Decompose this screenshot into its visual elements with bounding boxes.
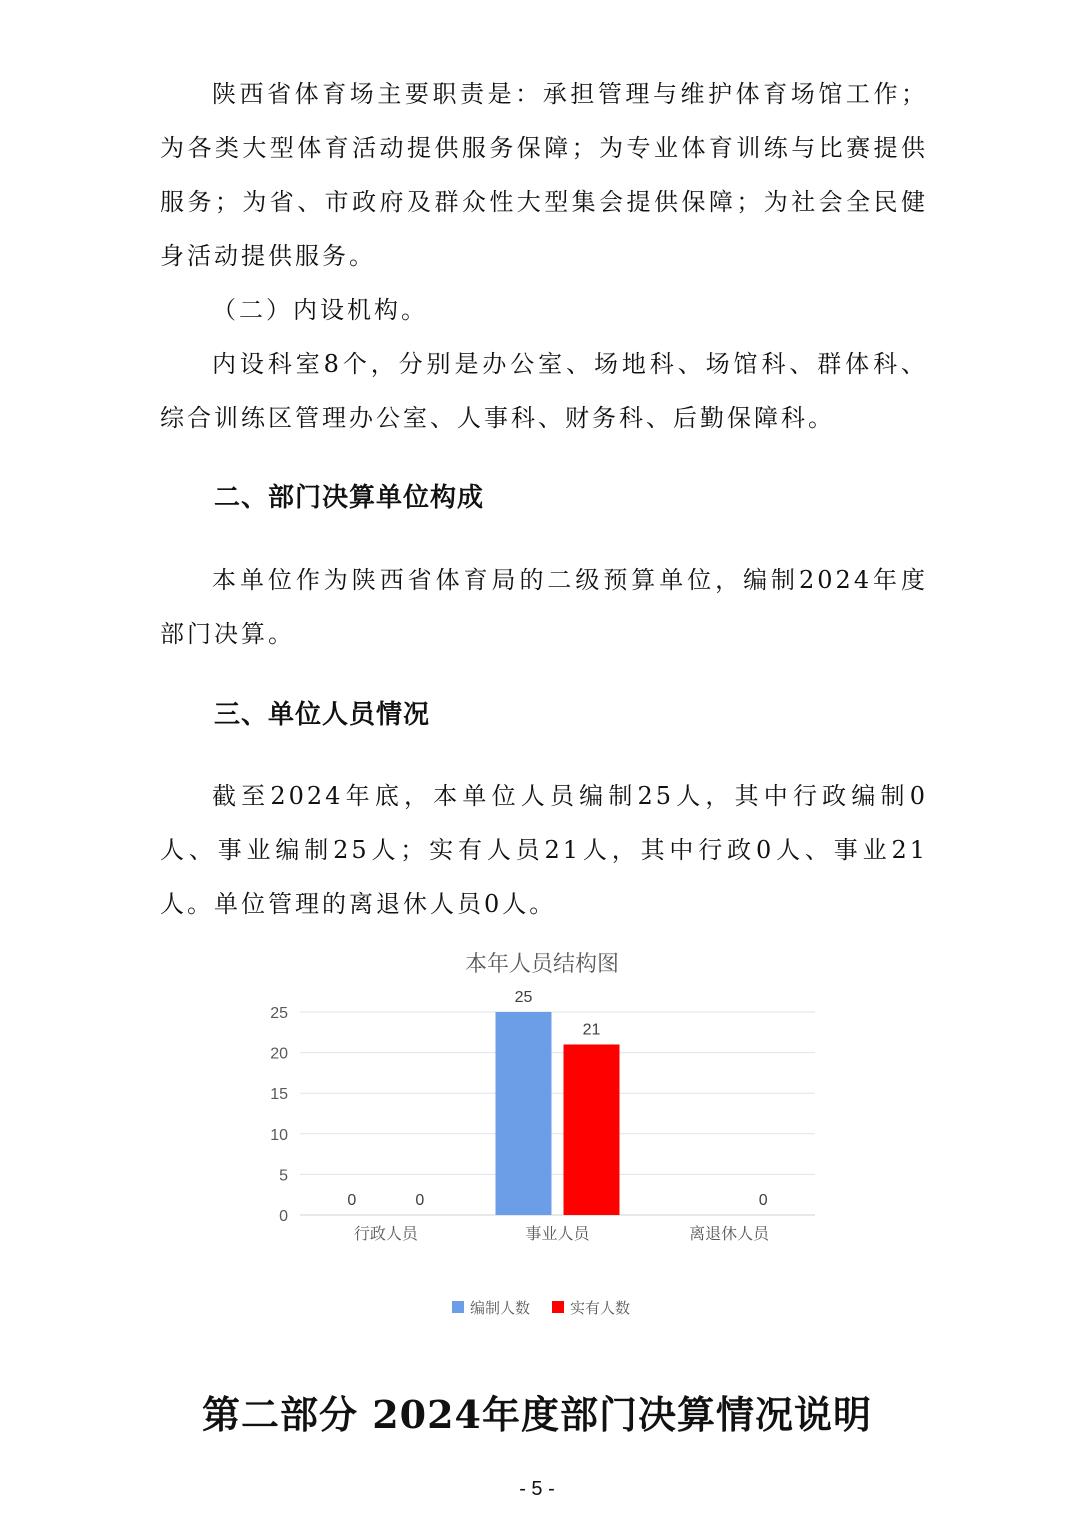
x-tick-label: 事业人员: [525, 1226, 590, 1243]
x-tick-label: 离退休人员: [689, 1226, 770, 1243]
section-2-heading: 二、部门决算单位构成: [214, 483, 485, 513]
org-subheading: （二）内设机构。: [212, 296, 428, 324]
bar: [564, 1044, 620, 1215]
legend-label: 实有人数: [570, 1300, 631, 1317]
legend-swatch: [552, 1301, 564, 1313]
staff-structure-chart: [250, 935, 830, 1335]
data-label: 0: [415, 1192, 425, 1209]
org-paragraph: 内设科室8个，分别是办公室、场地科、场馆科、群体科、综合训练区管理办公室、人事科、财务科、后勤保障科。: [160, 350, 928, 432]
y-tick-label: 10: [270, 1126, 288, 1144]
y-tick-label: 5: [279, 1167, 288, 1185]
y-tick-label: 20: [270, 1045, 288, 1063]
bar: [496, 1012, 552, 1215]
y-tick-label: 15: [270, 1086, 288, 1104]
y-tick-label: 25: [270, 1005, 288, 1022]
duties-paragraph: 陕西省体育场主要职责是：承担管理与维护体育场馆工作；为各类大型体育活动提供服务保障；为专业体育训练与比赛提供服务；为省、市政府及群众性大型集会提供保障；为社会全民健身活动提供服务。: [160, 80, 928, 270]
x-tick-label: 行政人员: [353, 1226, 418, 1243]
chart-title: 本年人员结构图: [464, 951, 620, 976]
data-label: 0: [758, 1192, 768, 1209]
data-label: 25: [514, 989, 533, 1006]
section-3-paragraph: 截至2024年底，本单位人员编制25人，其中行政编制0人、事业编制25人；实有人员21人，其中行政0人、事业21人。单位管理的离退休人员0人。: [160, 782, 928, 918]
section-2-paragraph: 本单位作为陕西省体育局的二级预算单位，编制2024年度部门决算。: [160, 566, 928, 648]
data-label: 21: [582, 1021, 601, 1039]
page-number: - 5 -: [519, 1478, 555, 1500]
part-title: 第二部分 2024年度部门决算情况说明: [202, 1392, 872, 1437]
y-tick-label: 0: [279, 1208, 288, 1225]
legend-label: 编制人数: [470, 1300, 531, 1317]
legend-swatch: [452, 1301, 464, 1313]
chart-svg: [250, 935, 830, 1335]
data-label: 0: [347, 1192, 357, 1209]
section-3-heading: 三、单位人员情况: [214, 700, 431, 730]
